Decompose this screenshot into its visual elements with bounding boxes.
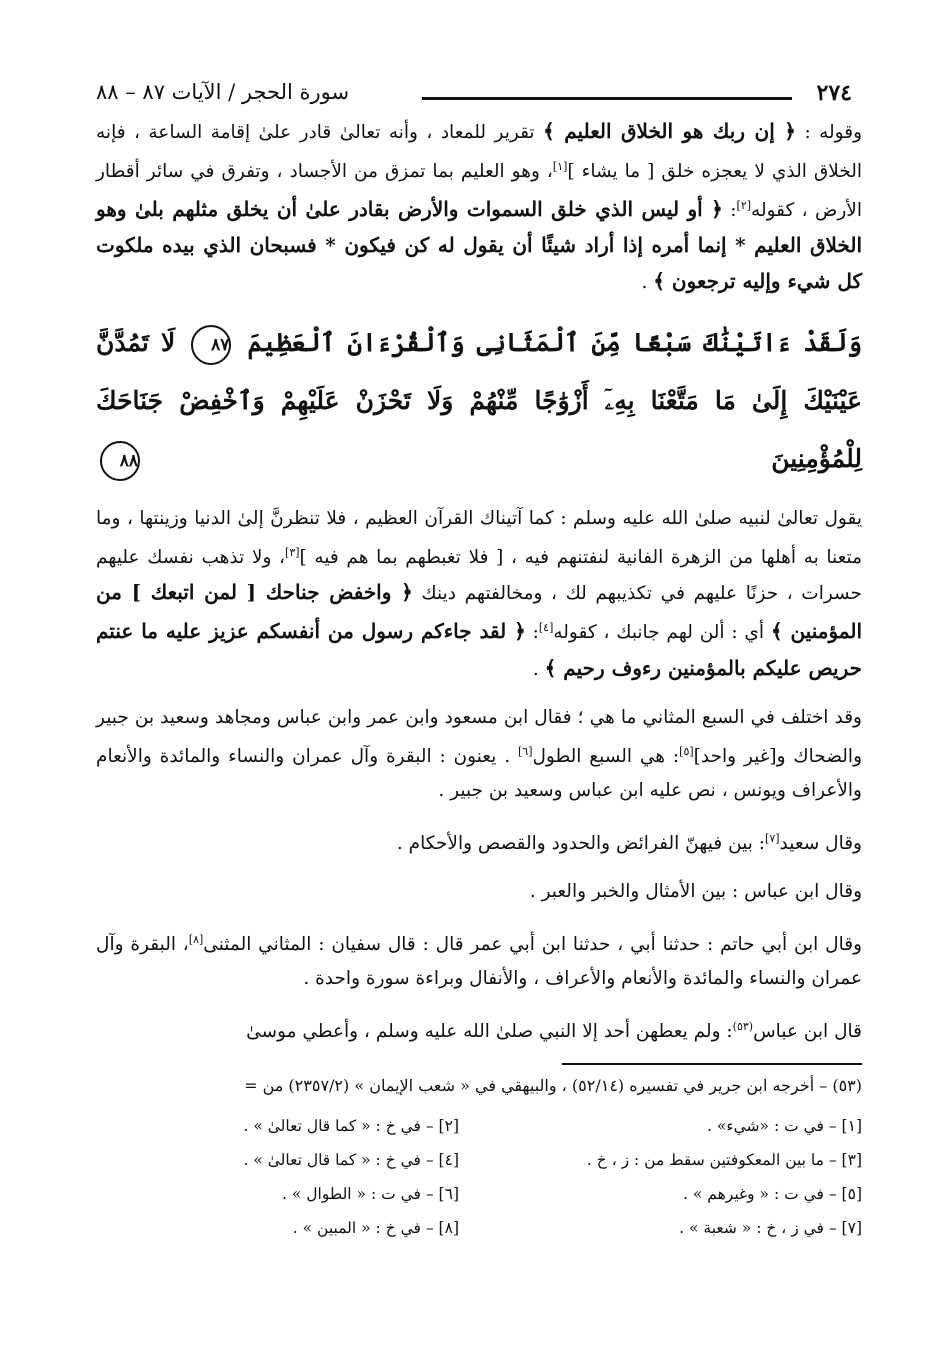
page-number: ٢٧٤ bbox=[816, 80, 852, 106]
note-ref: [١] bbox=[552, 160, 568, 173]
note-4: [٤] – في خ : « كما قال تعالىٰ » . bbox=[243, 1151, 459, 1170]
note-ref: [٨] bbox=[188, 932, 204, 946]
quote: ﴿ أو ليس الذي خلق السموات والأرض بقادر علىٰ أن يخلق مثلهم بلىٰ وهو الخلاق العليم * إنما أمره إذا أراد شيئًا أن يقول له كن فيكون * فسبحان الذي بيده ملكوت كل شيء وإليه ترجعون ﴾ bbox=[96, 197, 862, 294]
note-6: [٦] – في ت : « الطوال » . bbox=[282, 1185, 459, 1204]
paragraph-4: وقال سعيد[٧]: بين فيهنّ الفرائض والحدود والقصص والأحكام . bbox=[396, 831, 862, 854]
page-header bbox=[96, 80, 862, 114]
note-3: [٣] – ما بين المعكوفتين سقط من : ز ، خ . bbox=[586, 1151, 862, 1170]
verse-text: وَلَقَدْ ءَاتَيْنَٰكَ سَبْعًا مِّنَ ٱلْمَثَانِى وَٱلْقُرْءَانَ ٱلْعَظِيمَ bbox=[247, 328, 862, 358]
paragraph-5: وقال ابن عباس : بين الأمثال والخبر والعبر . bbox=[529, 880, 862, 902]
note-ref: [٦] bbox=[517, 744, 533, 758]
note-5: [٥] – في ت : « وغيرهم » . bbox=[683, 1185, 862, 1204]
paragraph-1: وقوله : ﴿ إن ربك هو الخلاق العليم ﴾ تقرير للمعاد ، وأنه تعالىٰ قادر علىٰ إقامة الساعة ، فإنه الخلاق الذي لا يعجزه خلق [ ما يشاء ][١]، وهو العليم بما تمزق من الأجساد ، وتفرق في سائر أقطار الأرض ، كقوله[٢]: ﴿ أو ليس الذي خلق السموات والأرض بقادر علىٰ أن يخلق مثلهم بلىٰ وهو الخلاق العليم * إنما أمره إذا أراد شيئًا أن يقول له كن فيكون * فسبحان الذي بيده ملكوت كل شيء وإليه ترجعون ﴾ . bbox=[96, 119, 862, 294]
footnote-divider bbox=[562, 1063, 862, 1065]
running-title: سورة الحجر / الآيات ٨٧ – ٨٨ bbox=[96, 80, 350, 104]
paragraph-7: قال ابن عباس$^{(٥٣)}$: ولم يعطهن أحد إلا النبي صلىٰ الله عليه وسلم ، وأعطي موسىٰ bbox=[246, 1020, 862, 1043]
note-2: [٢] – في خ : « كما قال تعالىٰ » . bbox=[243, 1117, 459, 1136]
ayah-number-badge: ٨٧ bbox=[191, 325, 231, 365]
note-ref: [٢] bbox=[736, 199, 752, 213]
note-ref: [٤] bbox=[538, 621, 554, 635]
note-ref: [٥] bbox=[679, 744, 694, 758]
note-ref: (٥٣) bbox=[732, 1020, 754, 1034]
paragraph-3: وقد اختلف في السبع المثاني ما هي ؛ فقال ابن مسعود وابن عمر وابن عباس ومجاهد وسعيد بن جبير والضحاك و[غير واحد][٥]: هي السبع الطول[٦] . يعنون : البقرة وآل عمران والنساء والمائدة والأنعام والأعراف ويونس ، نص عليه ابن عباس وسعيد بن جبير . bbox=[96, 706, 863, 801]
footnote-53: (٥٣) – أخرجه ابن جرير في تفسيره (٥٢/١٤) ، والبيهقي في « شعب الإيمان » (٢٣٥٧/٢) من = bbox=[244, 1076, 862, 1096]
page bbox=[96, 80, 862, 1243]
verse-text: لَا تَمُدَّنَّ عَيْنَيْكَ إِلَىٰ مَا مَتَّعْنَا بِهِۦٓ أَزْوَٰجًا مِّنْهُمْ وَلَا تَحْزَنْ عَلَيْهِمْ وَٱخْفِضْ جَنَاحَكَ لِلْمُؤْمِنِينَ bbox=[96, 328, 862, 474]
quote: ﴿ لقد جاءكم رسول من أنفسكم عزيز عليه ما عنتم حريص عليكم بالمؤمنين رءوف رحيم ﴾ bbox=[96, 619, 862, 680]
note-ref: [٧] bbox=[765, 831, 780, 845]
quran-verses bbox=[96, 314, 862, 488]
quote: ﴿ واخفض جناحك [ لمن اتبعك ] من المؤمنين ﴾ bbox=[96, 580, 863, 644]
note-8: [٨] – في خ : « المبين » . bbox=[292, 1219, 459, 1238]
note-ref: [٣] bbox=[285, 546, 300, 560]
paragraph-6: وقال ابن أبي حاتم : حدثنا أبي ، حدثنا ابن أبي عمر قال : قال سفيان : المثاني المثنى[٨]، البقرة وآل عمران والنساء والمائدة والأنعام والأعراف ، والأنفال وبراءة سورة واحدة . bbox=[96, 932, 862, 990]
ayah-number-badge: ٨٨ bbox=[100, 441, 140, 481]
quote: ﴿ إن ربك هو الخلاق العليم ﴾ bbox=[543, 119, 797, 143]
header-rule bbox=[422, 97, 792, 100]
paragraph-2: يقول تعالىٰ لنبيه صلىٰ الله عليه وسلم : كما آتيناك القرآن العظيم ، فلا تنظرنَّ إلىٰ الدنيا وزينتها ، وما متعنا به أهلها من الزهرة الفانية لنفتنهم فيه ، [ فلا تغبطهم بما هم فيه ][٣]، ولا تذهب نفسك عليهم حسرات ، حزنًا عليهم في تكذيبهم لك ، ومخالفتهم دينك ﴿ واخفض جناحك [ لمن اتبعك ] من المؤمنين ﴾ أي : ألن لهم جانبك ، كقوله[٤]: ﴿ لقد جاءكم رسول من أنفسكم عزيز عليه ما عنتم حريص عليكم بالمؤمنين رءوف رحيم ﴾ . bbox=[96, 508, 863, 680]
textual-notes bbox=[96, 1111, 862, 1243]
note-7: [٧] – في ز ، خ : « شعبة » . bbox=[679, 1219, 862, 1238]
note-1: [١] – في ت : «شيء» . bbox=[707, 1117, 862, 1136]
